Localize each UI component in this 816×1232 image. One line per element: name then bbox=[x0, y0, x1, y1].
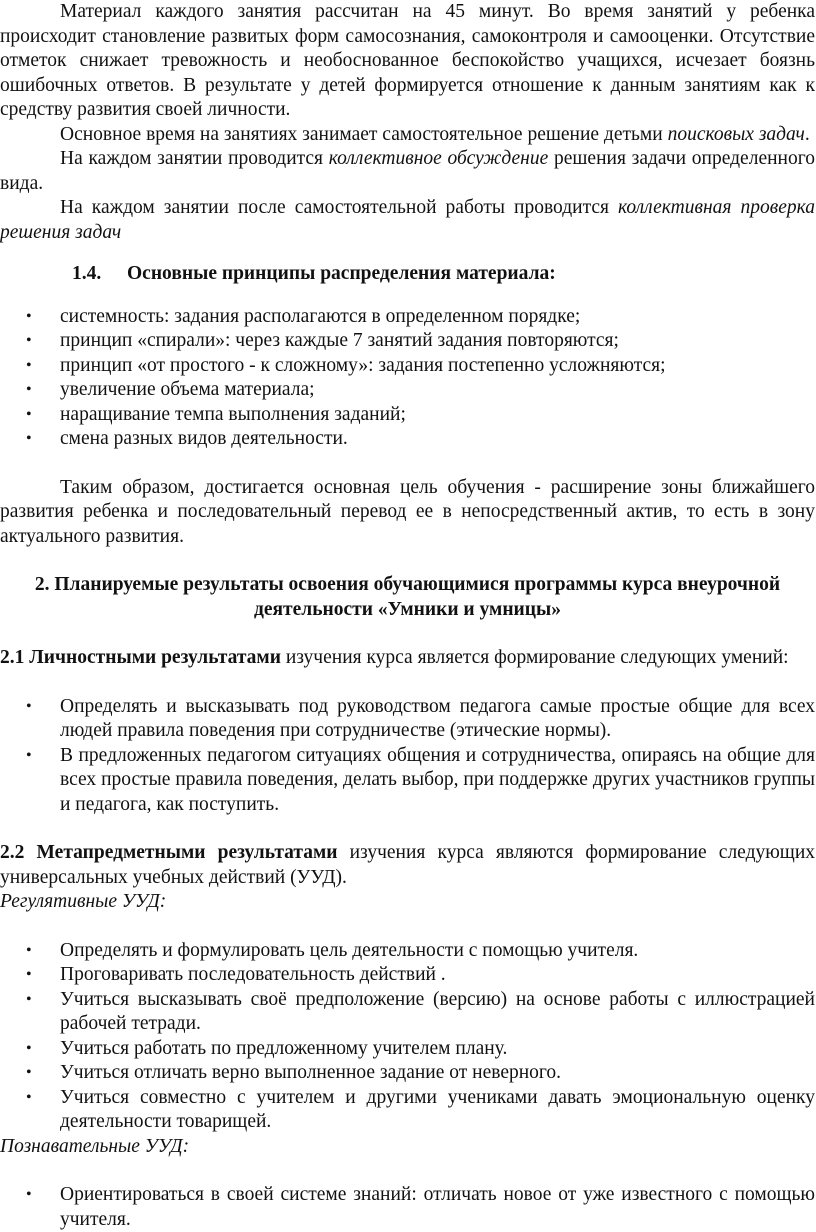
section-2-1-lead-text: изучения курса является формирование следующих умений: bbox=[280, 647, 789, 668]
list-item-text: Учиться высказывать своё предположение (версию) на основе работы с иллюстрацией рабочей тетради. bbox=[60, 988, 815, 1034]
cognitive-heading bbox=[0, 1135, 815, 1160]
intro-paragraph-3-end: решения задачи определенного вида. bbox=[0, 148, 815, 194]
bullet-icon: • bbox=[26, 1039, 32, 1057]
list-item-text: Учиться отличать верно выполненное задание от неверного. bbox=[60, 1062, 562, 1083]
bullet-icon: • bbox=[26, 1064, 32, 1081]
bullet-icon: • bbox=[26, 941, 32, 959]
intro-paragraph-3-text: На каждом занятии проводится bbox=[60, 148, 329, 169]
list-item bbox=[0, 695, 815, 744]
intro-paragraph-2 bbox=[0, 123, 815, 148]
bullet-icon: • bbox=[26, 332, 32, 349]
section-1-4-heading bbox=[0, 262, 815, 287]
intro-paragraph-4 bbox=[0, 196, 815, 245]
list-item bbox=[0, 1037, 815, 1062]
list-item-text: Определять и высказывать под руководством педагога самые простые общие для всех людей правила поведения при сотрудничестве (этические нормы). bbox=[60, 695, 815, 741]
list-item-text: наращивание темпа выполнения заданий; bbox=[60, 403, 406, 425]
list-item bbox=[0, 988, 815, 1037]
intro-paragraph-2-italic: поисковых задач bbox=[667, 123, 805, 145]
cognitive-heading-text: Познавательные УУД: bbox=[0, 1135, 190, 1157]
section-2-1-lead-bold: 2.1 Личностными результатами bbox=[0, 647, 281, 668]
intro-paragraph-4-text: На каждом занятии после самостоятельной работы проводится bbox=[60, 197, 619, 218]
list-item bbox=[0, 378, 815, 403]
list-item bbox=[0, 1061, 815, 1086]
bullet-icon: • bbox=[26, 697, 32, 715]
section-2-1-lead bbox=[0, 646, 815, 671]
bullet-icon: • bbox=[26, 307, 32, 325]
intro-paragraph-4-italic: коллективная проверка решения задач bbox=[0, 197, 815, 243]
list-item bbox=[0, 939, 815, 964]
regulative-heading bbox=[0, 890, 815, 915]
intro-paragraph-1-text: Материал каждого занятия рассчитан на 45 минут. Во время занятий у ребенка происходит становление развитых форм самосознания, самоконтроля и самооценки. Отсутствие отметок снижает тревожность и необоснованное беспокойство учащихся, исчезает боязнь ошибочных ответов. В результате у детей формируется отношение к данным занятиям как к средству развития своей личности. bbox=[0, 1, 815, 120]
list-item-text: принцип «от простого - к сложному»: задания постепенно усложняются; bbox=[60, 354, 666, 376]
list-item bbox=[0, 744, 815, 818]
list-item bbox=[0, 354, 815, 379]
section-2-title: 2. Планируемые результаты освоения обучающимися программы курса внеурочной деятельности «Умники и умницы» bbox=[34, 574, 781, 620]
section-1-4-number: 1.4. bbox=[72, 263, 102, 284]
list-item bbox=[0, 427, 815, 452]
list-item-text: принцип «спирали»: через каждые 7 занятий задания повторяются; bbox=[60, 330, 619, 351]
list-item-text: В предложенных педагогом ситуациях общения и сотрудничества, опираясь на общие для всех простые правила поведения, делать выбор, при поддержке других участников группы и педагога, как поступить. bbox=[60, 744, 815, 815]
section-1-4-conclusion-text: Таким образом, достигается основная цель обучения - расширение зоны ближайшего развития ребенка и последовательный перевод ее в непосредственный актив, то есть в зону актуального развития. bbox=[0, 476, 815, 547]
personal-results-list bbox=[0, 695, 815, 818]
intro-paragraph-2-end: . bbox=[804, 123, 810, 145]
list-item-text: системность: задания располагаются в определенном порядке; bbox=[60, 305, 581, 327]
list-item-text: Определять и формулировать цель деятельности с помощью учителя. bbox=[60, 939, 639, 961]
intro-paragraph-1 bbox=[0, 0, 815, 123]
list-item bbox=[0, 403, 815, 428]
section-2-2-lead-text: изучения курса являются формирование следующих универсальных учебных действий (УУД). bbox=[0, 842, 816, 888]
list-item-text: Учиться работать по предложенному учителем плану. bbox=[60, 1037, 508, 1059]
section-2-heading bbox=[0, 573, 815, 622]
intro-paragraph-3-italic: коллективное обсуждение bbox=[328, 148, 549, 169]
regulative-list bbox=[0, 939, 815, 1135]
principles-list bbox=[0, 305, 815, 452]
list-item-text: Проговаривать последовательность действий . bbox=[60, 964, 446, 985]
list-item-text: Учиться совместно с учителем и другими учениками давать эмоциональную оценку деятельности товарищей. bbox=[60, 1086, 815, 1132]
section-2-2-lead-bold: 2.2 Метапредметными результатами bbox=[0, 842, 338, 863]
list-item bbox=[0, 1086, 815, 1135]
intro-paragraph-2-text: Основное время на занятиях занимает самостоятельное решение детьми bbox=[60, 123, 668, 145]
bullet-icon: • bbox=[26, 356, 32, 374]
list-item-text: смена разных видов деятельности. bbox=[60, 428, 348, 449]
section-1-4-conclusion bbox=[0, 476, 815, 550]
bullet-icon: • bbox=[26, 381, 32, 398]
list-item bbox=[0, 329, 815, 354]
intro-paragraph-3 bbox=[0, 147, 815, 196]
list-item bbox=[0, 963, 815, 988]
list-item bbox=[0, 305, 815, 330]
list-item-text: Ориентироваться в своей системе знаний: отличать новое от уже известного с помощью учителя. bbox=[60, 1184, 815, 1230]
bullet-icon: • bbox=[26, 1088, 32, 1106]
regulative-heading-text: Регулятивные УУД: bbox=[0, 891, 167, 912]
bullet-icon: • bbox=[26, 405, 32, 423]
bullet-icon: • bbox=[26, 966, 32, 983]
bullet-icon: • bbox=[26, 746, 32, 764]
section-2-2-lead bbox=[0, 841, 815, 890]
bullet-icon: • bbox=[26, 430, 32, 447]
bullet-icon: • bbox=[26, 990, 32, 1008]
bullet-icon: • bbox=[26, 1186, 32, 1203]
list-item-text: увеличение объема материала; bbox=[60, 379, 315, 400]
section-1-4-title: Основные принципы распределения материала: bbox=[127, 263, 556, 284]
